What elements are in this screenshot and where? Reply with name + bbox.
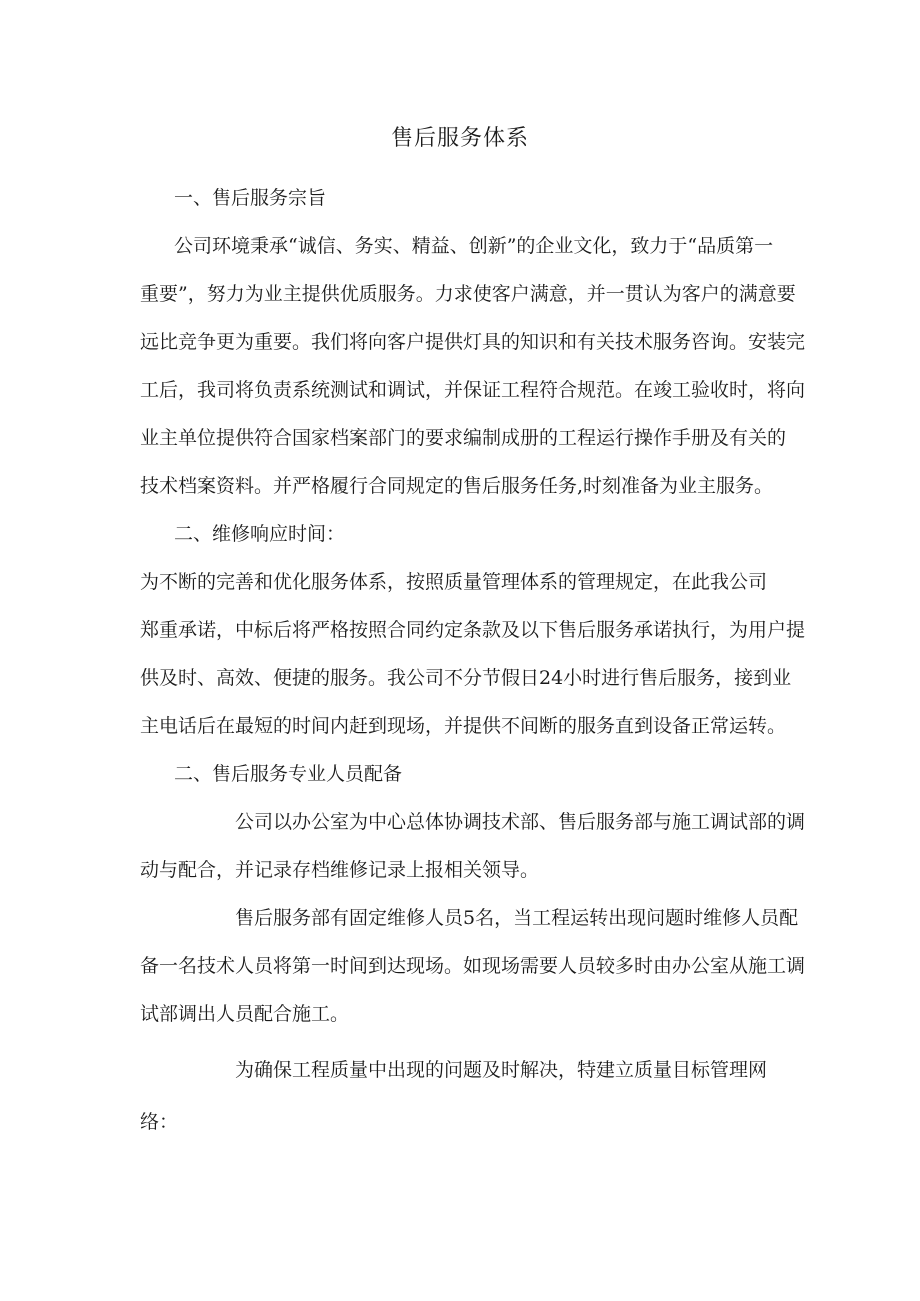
section-heading-purpose: 一、售后服务宗旨 <box>174 187 327 209</box>
paragraph-line: 动与配合，并记录存档维修记录上报相关领导。 <box>140 859 540 881</box>
paragraph-line: 公司环境秉承“诚信、务实、精益、创新”的企业文化，致力于“品质第一 <box>174 235 774 257</box>
paragraph-line: 重要”，努力为业主提供优质服务。力求使客户满意，并一贯认为客户的满意要 <box>140 283 796 305</box>
section-heading-staffing: 二、售后服务专业人员配备 <box>174 763 403 785</box>
paragraph-line: 工后，我司将负责系统测试和调试，并保证工程符合规范。在竣工验收时，将向 <box>140 379 806 401</box>
paragraph-line: 供及时、高效、便捷的服务。我公司不分节假日24小时进行售后服务，接到业 <box>140 667 792 689</box>
document-title: 售后服务体系 <box>390 126 529 151</box>
paragraph-line: 公司以办公室为中心总体协调技术部、售后服务部与施工调试部的调 <box>235 811 806 833</box>
paragraph-line: 售后服务部有固定维修人员5名，当工程运转出现问题时维修人员配 <box>235 907 799 929</box>
paragraph-line: 为确保工程质量中出现的问题及时解决，特建立质量目标管理网 <box>235 1059 768 1081</box>
paragraph-line: 为不断的完善和优化服务体系，按照质量管理体系的管理规定，在此我公司 <box>140 571 768 593</box>
paragraph-line: 技术档案资料。并严格履行合同规定的售后服务任务,时刻准备为业主服务。 <box>140 475 774 497</box>
paragraph-line: 备一名技术人员将第一时间到达现场。如现场需要人员较多时由办公室从施工调 <box>140 955 806 977</box>
paragraph-line: 远比竞争更为重要。我们将向客户提供灯具的知识和有关技术服务咨询。安装完 <box>140 331 806 353</box>
paragraph-line: 主电话后在最短的时间内赶到现场，并提供不间断的服务直到设备正常运转。 <box>140 715 787 737</box>
section-heading-response-time: 二、维修响应时间： <box>174 523 346 545</box>
paragraph-line: 业主单位提供符合国家档案部门的要求编制成册的工程运行操作手册及有关的 <box>140 427 787 449</box>
paragraph-line: 郑重承诺，中标后将严格按照合同约定条款及以下售后服务承诺执行，为用户提 <box>140 619 806 641</box>
paragraph-line: 络： <box>140 1111 179 1133</box>
paragraph-line: 试部调出人员配合施工。 <box>140 1003 350 1025</box>
